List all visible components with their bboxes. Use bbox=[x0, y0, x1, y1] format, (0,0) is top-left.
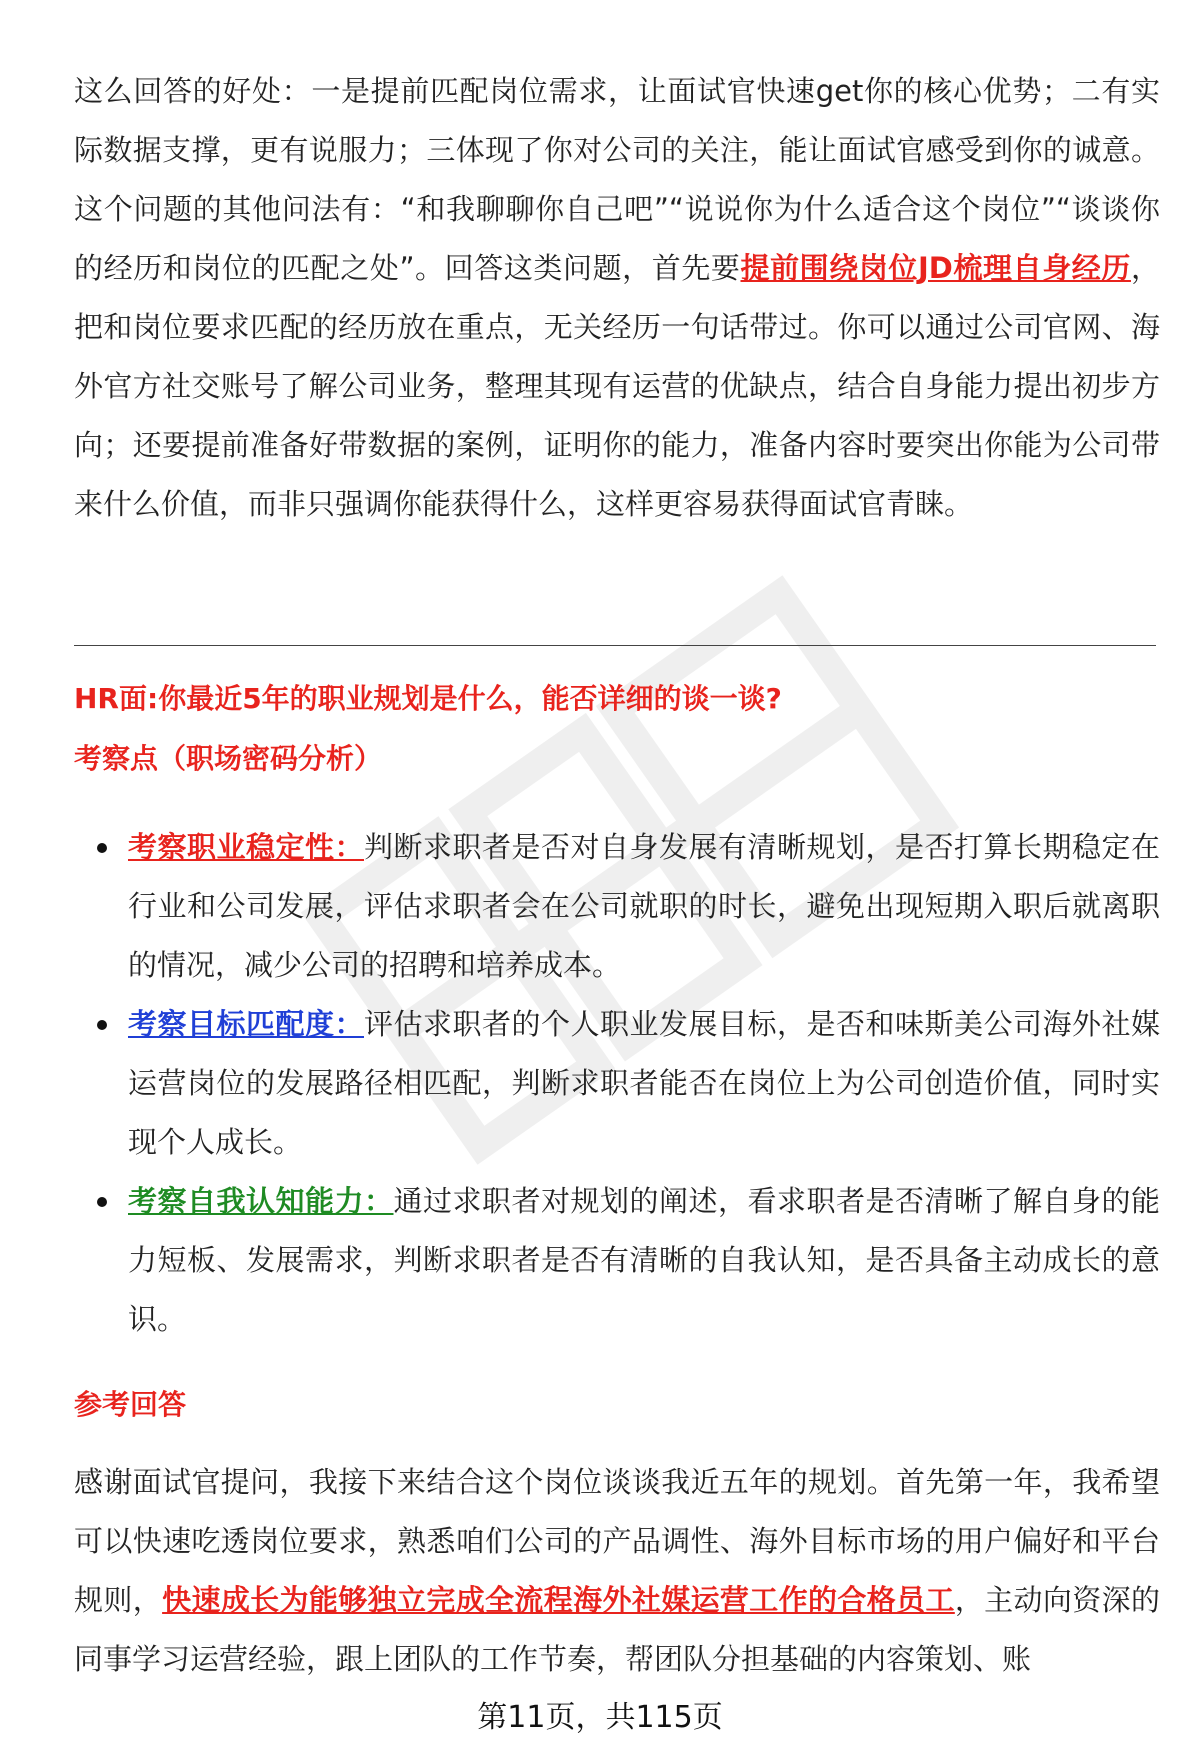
points-heading: 考察点（职场密码分析） bbox=[74, 742, 383, 775]
section-divider bbox=[74, 645, 1156, 646]
point-label: 考察职业稳定性： bbox=[128, 830, 364, 864]
bullet-icon bbox=[97, 843, 107, 853]
answer-emphasis: 快速成长为能够独立完成全流程海外社媒运营工作的合格员工 bbox=[162, 1583, 955, 1617]
question-heading: HR面:你最近5年的职业规划是什么，能否详细的谈一谈? bbox=[74, 682, 782, 715]
bullet-icon bbox=[97, 1020, 107, 1030]
answer-text-part1: 感谢面试官提问，我接下来结合这个岗位谈谈我近五年的规划。首先第一年，我希望可以快速吃透岗位要求，熟悉咱们公司的产品调性、海外目标市场的用户偏好和平台规则， bbox=[74, 1465, 1160, 1617]
point-text: 判断求职者是否对自身发展有清晰规划，是否打算长期稳定在行业和公司发展，评估求职者会在公司就职的时长，避免出现短期入职后就离职的情况，减少公司的招聘和培养成本。 bbox=[128, 830, 1160, 982]
answer-text-part2: ，主动向资深的同事学习运营经验，跟上团队的工作节奏，帮团队分担基础的内容策划、账 bbox=[74, 1583, 1160, 1676]
intro-emphasis: 提前围绕岗位JD梳理自身经历 bbox=[740, 251, 1131, 285]
point-text: 评估求职者的个人职业发展目标，是否和味斯美公司海外社媒运营岗位的发展路径相匹配，判断求职者能否在岗位上为公司创造价值，同时实现个人成长。 bbox=[128, 1007, 1160, 1159]
list-item bbox=[74, 818, 1160, 995]
page-number: 第11页，共115页 bbox=[477, 1700, 723, 1735]
points-list bbox=[74, 818, 1160, 1349]
answer-heading: 参考回答 bbox=[74, 1388, 187, 1421]
intro-text-part2: ，把和岗位要求匹配的经历放在重点，无关经历一句话带过。你可以通过公司官网、海外官方社交账号了解公司业务，整理其现有运营的优缺点，结合自身能力提出初步方向；还要提前准备好带数据的案例，证明你的能力，准备内容时要突出你能为公司带来什么价值，而非只强调你能获得什么，这样更容易获得面试官青睐。 bbox=[74, 251, 1160, 521]
bullet-icon bbox=[97, 1197, 107, 1207]
point-text: 通过求职者对规划的阐述，看求职者是否清晰了解自身的能力短板、发展需求，判断求职者是否有清晰的自我认知，是否具备主动成长的意识。 bbox=[128, 1184, 1160, 1336]
answer-paragraph bbox=[74, 1453, 1160, 1689]
point-label: 考察目标匹配度： bbox=[128, 1007, 364, 1041]
list-item bbox=[74, 1172, 1160, 1349]
point-label: 考察自我认知能力： bbox=[128, 1184, 394, 1218]
intro-paragraph bbox=[74, 62, 1160, 534]
intro-text-part1: 这么回答的好处：一是提前匹配岗位需求，让面试官快速get你的核心优势；二有实际数据支撑，更有说服力；三体现了你对公司的关注，能让面试官感受到你的诚意。这个问题的其他问法有：“和我聊聊你自己吧”“说说你为什么适合这个岗位”“谈谈你的经历和岗位的匹配之处”。回答这类问题，首先要 bbox=[74, 74, 1160, 285]
list-item bbox=[74, 995, 1160, 1172]
